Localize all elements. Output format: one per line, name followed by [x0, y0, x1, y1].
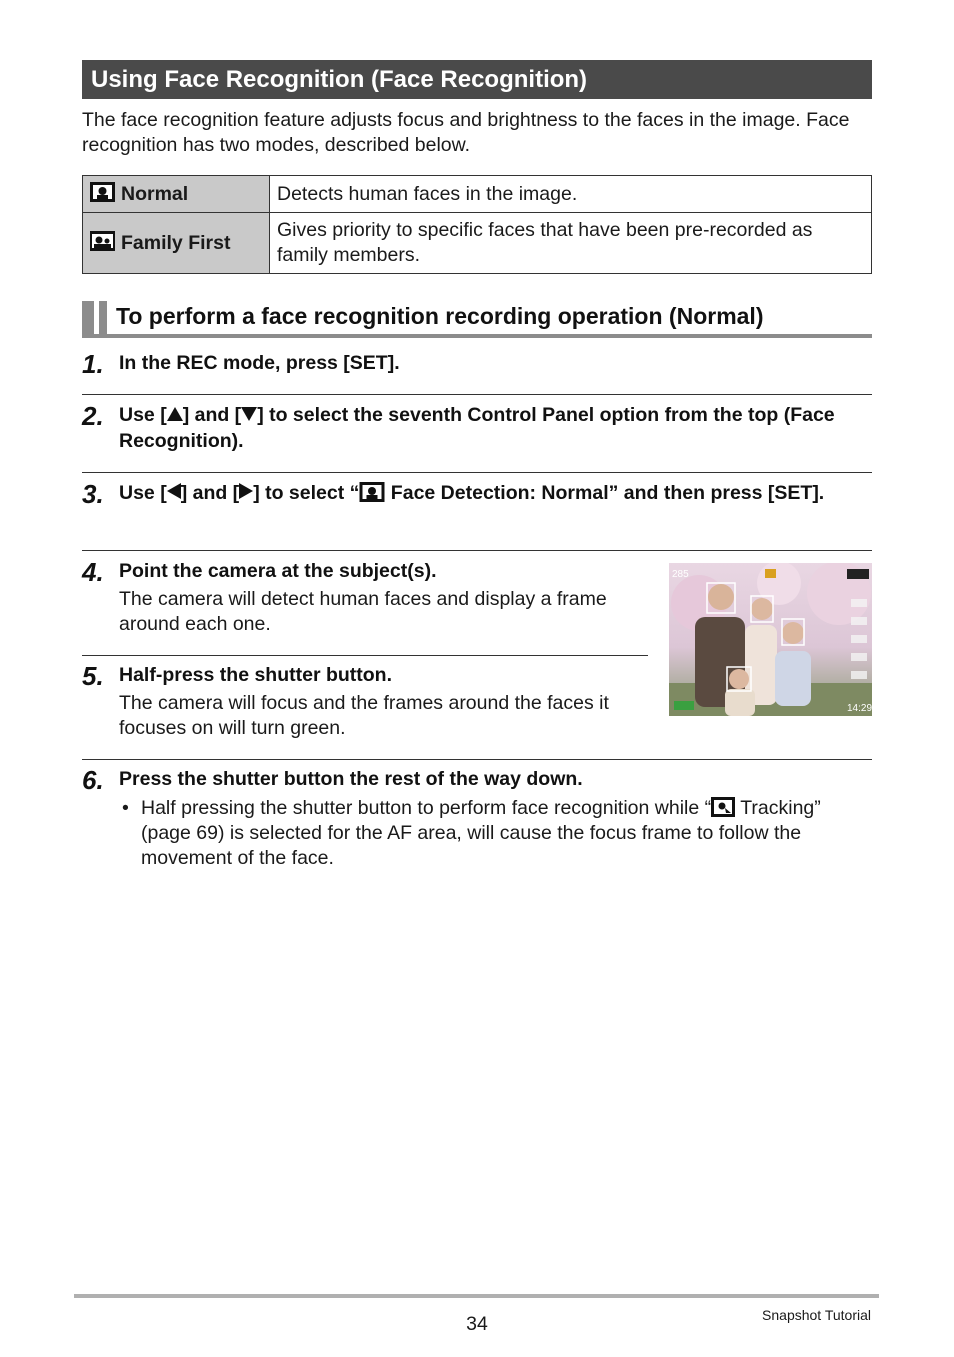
divider — [82, 655, 648, 656]
camera-screen-photo — [669, 563, 872, 716]
mode-label-cell — [83, 176, 270, 213]
heading-bar — [99, 301, 107, 334]
step-instruction: Press the shutter button the rest of the way down. — [119, 768, 583, 790]
clock-time: 14:29 — [847, 703, 872, 714]
divider — [82, 759, 872, 760]
face-normal-icon — [90, 182, 115, 202]
mode-description: Detects human faces in the image. — [270, 176, 872, 213]
step-note: Half pressing the shutter button to perform face recognition while “ Tracking” (page 69) is selected for the AF area, will cause the focus frame to follow the movement of the face. — [141, 797, 821, 869]
step-detail: The camera will focus and the frames around the faces it focuses on will turn green. — [119, 692, 609, 739]
procedure-heading — [82, 298, 872, 338]
step-number: 5. — [82, 661, 104, 691]
left-arrow-icon — [167, 483, 181, 499]
shots-remaining: 285 — [672, 569, 689, 580]
step-instruction: In the REC mode, press [SET]. — [119, 352, 400, 374]
step-detail: The camera will detect human faces and display a frame around each one. — [119, 588, 607, 635]
footer-rule — [74, 1294, 879, 1298]
step-number: 3. — [82, 479, 104, 509]
divider — [82, 394, 872, 395]
down-arrow-icon — [241, 407, 257, 421]
mode-label: Normal — [121, 183, 189, 205]
footer-section-label: Snapshot Tutorial — [762, 1307, 871, 1323]
camera-mode-icon — [765, 569, 776, 578]
divider — [82, 550, 872, 551]
step-number: 6. — [82, 765, 104, 795]
battery-icon — [674, 701, 694, 710]
modes-table — [82, 175, 872, 274]
mode-label-cell — [83, 213, 270, 274]
table-row — [83, 213, 872, 274]
divider — [82, 472, 872, 473]
bullet: • — [122, 797, 129, 819]
step-number: 1. — [82, 349, 104, 379]
face-tracking-icon — [711, 797, 735, 817]
procedure-heading-text: To perform a face recognition recording operation (Normal) — [116, 303, 764, 329]
heading-bar — [82, 301, 94, 334]
step-instruction: Half-press the shutter button. — [119, 664, 393, 686]
table-row — [83, 176, 872, 213]
step-instruction: Point the camera at the subject(s). — [119, 560, 437, 582]
mode-label: Family First — [121, 231, 231, 254]
section-title: Using Face Recognition (Face Recognition) — [82, 60, 872, 99]
face-family-icon — [90, 231, 115, 251]
intro-text: The face recognition feature adjusts focus and brightness to the faces in the image. Face recognition has two modes, described below. — [82, 109, 850, 156]
mode-description: Gives priority to specific faces that have been pre-recorded as family members. — [270, 213, 872, 274]
right-arrow-icon — [239, 483, 253, 499]
step-number: 4. — [82, 557, 104, 587]
step-instruction: Use [ ] and [ ] to select “ Face Detection: Normal” and then press [SET]. — [119, 482, 825, 504]
face-normal-icon — [359, 482, 385, 502]
step-number: 2. — [82, 401, 104, 431]
page-number: 34 — [466, 1313, 488, 1335]
image-size-icon — [847, 569, 869, 579]
up-arrow-icon — [167, 407, 183, 421]
step-instruction: Use [ ] and [ ] to select the seventh Control Panel option from the top (Face Recognition). — [119, 404, 835, 452]
